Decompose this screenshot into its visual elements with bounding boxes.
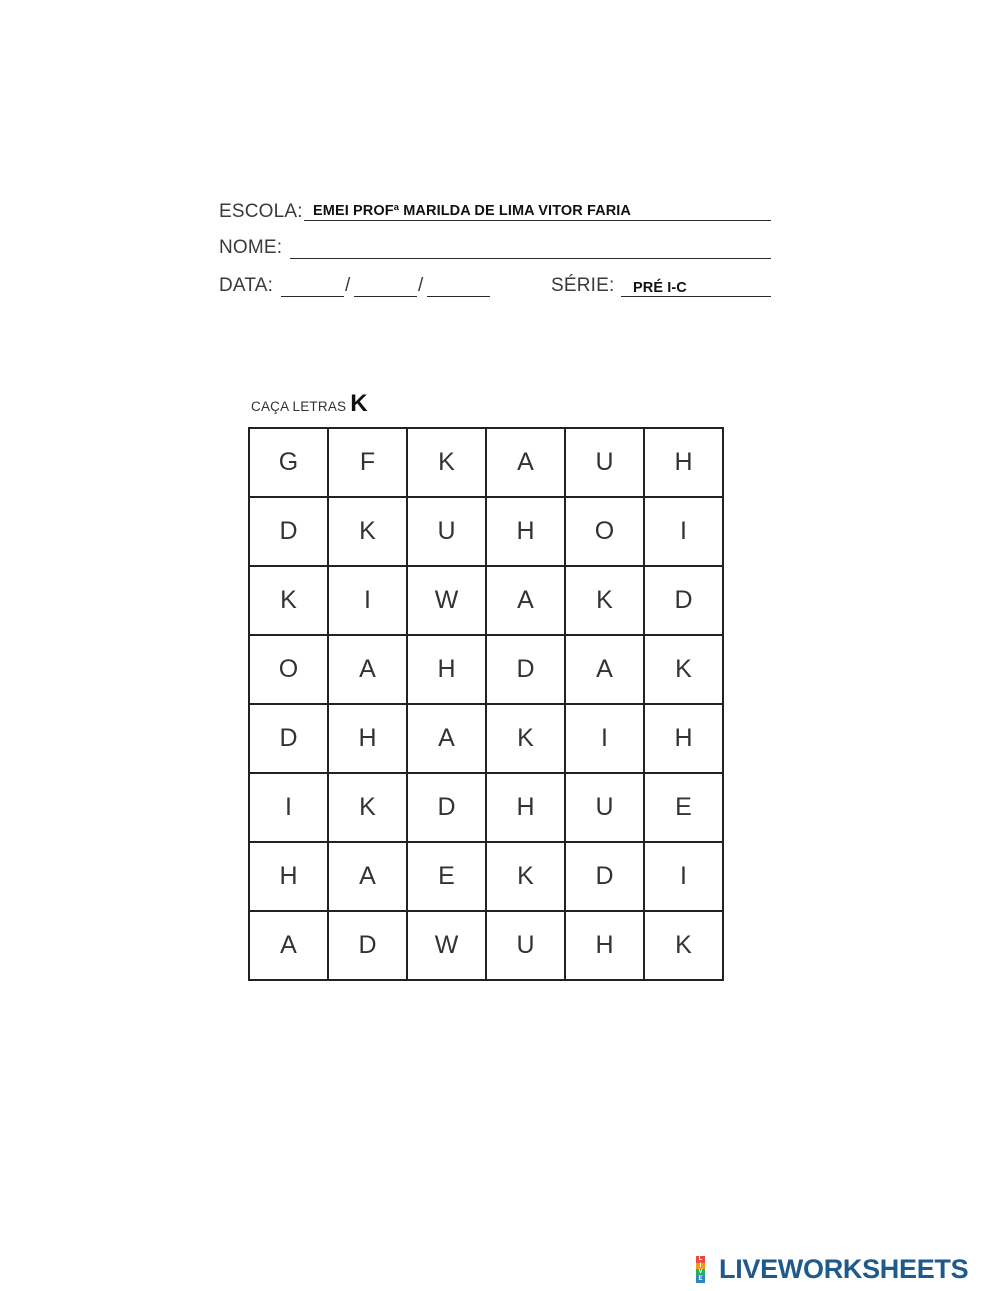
grid-cell[interactable]: K (486, 704, 565, 773)
grid-cell[interactable]: W (407, 566, 486, 635)
grid-row (249, 773, 723, 842)
logo-text: LIVEWORKSHEETS (719, 1253, 969, 1284)
grid-row (249, 566, 723, 635)
grid-cell[interactable]: A (486, 566, 565, 635)
liveworksheets-logo-icon (696, 1256, 716, 1282)
grid-cell[interactable]: H (249, 842, 328, 911)
letter-grid (248, 427, 724, 981)
grid-cell[interactable]: D (644, 566, 723, 635)
grid-cell[interactable]: I (565, 704, 644, 773)
grid-cell[interactable]: K (407, 428, 486, 497)
grid-cell[interactable]: I (644, 497, 723, 566)
grid-cell[interactable]: U (407, 497, 486, 566)
grid-cell[interactable]: A (407, 704, 486, 773)
grid-row (249, 842, 723, 911)
grid-cell[interactable]: H (644, 428, 723, 497)
grid-cell[interactable]: G (249, 428, 328, 497)
logo-icon-square: I (696, 1263, 705, 1270)
grid-cell[interactable]: D (249, 497, 328, 566)
grid-cell[interactable]: D (249, 704, 328, 773)
grid-cell[interactable]: U (486, 911, 565, 980)
escola-label: ESCOLA: (219, 201, 303, 222)
logo-icon-square: V (696, 1269, 705, 1276)
grid-row (249, 911, 723, 980)
grid-cell[interactable]: O (565, 497, 644, 566)
grid-cell[interactable]: I (328, 566, 407, 635)
grid-cell[interactable]: I (644, 842, 723, 911)
date-day-field[interactable] (281, 296, 344, 297)
grid-cell[interactable]: A (328, 842, 407, 911)
grid-row (249, 497, 723, 566)
date-month-field[interactable] (354, 296, 417, 297)
escola-value[interactable]: EMEI PROFª MARILDA DE LIMA VITOR FARIA (313, 203, 631, 219)
grid-row (249, 704, 723, 773)
grid-cell[interactable]: H (328, 704, 407, 773)
grid-cell[interactable]: A (328, 635, 407, 704)
target-letter: K (350, 390, 368, 417)
grid-cell[interactable]: W (407, 911, 486, 980)
grid-cell[interactable]: K (486, 842, 565, 911)
grid-cell[interactable]: D (486, 635, 565, 704)
grid-cell[interactable]: I (249, 773, 328, 842)
logo-icon-square: L (696, 1256, 705, 1263)
escola-underline (304, 220, 771, 221)
nome-field[interactable] (290, 258, 771, 259)
grid-cell[interactable]: F (328, 428, 407, 497)
grid-cell[interactable]: E (644, 773, 723, 842)
grid-row (249, 428, 723, 497)
grid-cell[interactable]: H (486, 773, 565, 842)
grid-cell[interactable]: H (407, 635, 486, 704)
grid-cell[interactable]: H (486, 497, 565, 566)
grid-cell[interactable]: U (565, 428, 644, 497)
grid-cell[interactable]: E (407, 842, 486, 911)
date-separator: / (345, 275, 351, 296)
grid-cell[interactable]: H (644, 704, 723, 773)
grid-cell[interactable]: K (565, 566, 644, 635)
grid-cell[interactable]: K (328, 497, 407, 566)
grid-cell[interactable]: D (565, 842, 644, 911)
puzzle-title-text: CAÇA LETRAS (251, 399, 347, 414)
logo-icon-square: E (696, 1276, 705, 1283)
date-year-field[interactable] (427, 296, 490, 297)
serie-label: SÉRIE: (551, 275, 615, 296)
grid-cell[interactable]: A (486, 428, 565, 497)
grid-cell[interactable]: H (565, 911, 644, 980)
data-label: DATA: (219, 275, 274, 296)
grid-cell[interactable]: K (644, 911, 723, 980)
grid-cell[interactable]: K (644, 635, 723, 704)
serie-value[interactable]: PRÉ I-C (633, 280, 687, 296)
grid-cell[interactable]: U (565, 773, 644, 842)
serie-underline (621, 296, 771, 297)
grid-cell[interactable]: D (328, 911, 407, 980)
grid-cell[interactable]: D (407, 773, 486, 842)
grid-cell[interactable]: O (249, 635, 328, 704)
liveworksheets-logo (696, 1254, 968, 1284)
grid-row (249, 635, 723, 704)
puzzle-title (251, 390, 368, 418)
grid-cell[interactable]: K (249, 566, 328, 635)
grid-cell[interactable]: A (565, 635, 644, 704)
date-separator: / (418, 275, 424, 296)
nome-label: NOME: (219, 237, 283, 258)
grid-cell[interactable]: A (249, 911, 328, 980)
grid-cell[interactable]: K (328, 773, 407, 842)
